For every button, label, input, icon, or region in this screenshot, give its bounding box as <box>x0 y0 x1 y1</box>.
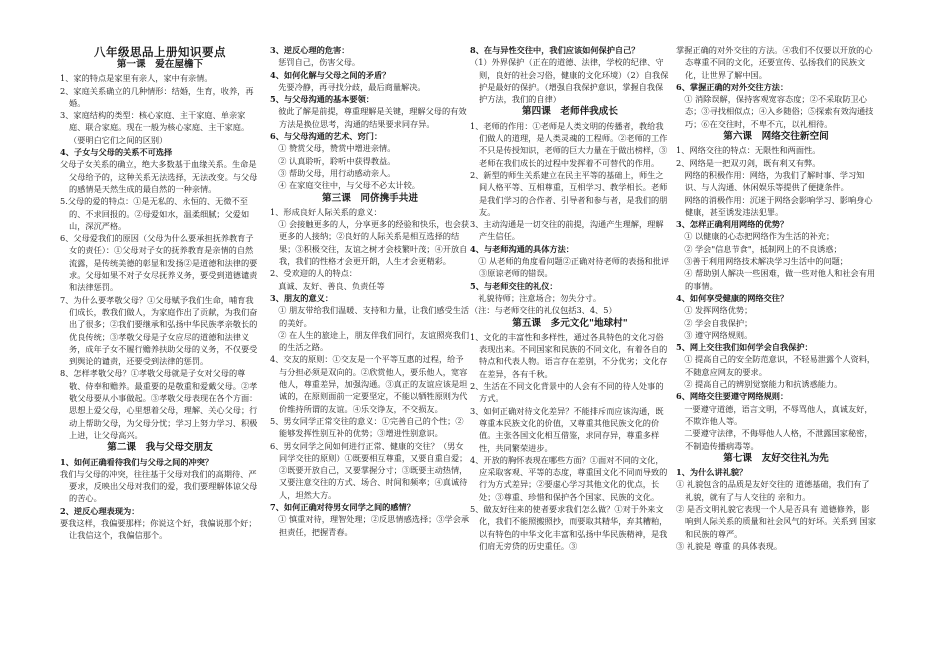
text-line: 掌握正确的对外交往的方法。④我们不仅要以开放的心态尊重不同的文化，还要宣传、弘扬我们的民族文化，让世界了解中国。 <box>676 45 873 80</box>
text-line: 父母子女关系的确立，绝大多数基于血缘关系。生命是父母给予的，这种关系无法选择，无法改变。与父母的感情是天然生成的最自然的一种亲情。 <box>60 159 258 194</box>
text-line: ① 从老师的角度看问题②正确对待老师的表扬和批评③原谅老师的错误。 <box>470 256 670 279</box>
text-line: 网络的积极作用：网络，为我们了解时事、学习知识、与人沟通、休闲娱乐等提供了便捷条件。 <box>676 169 865 193</box>
column-3 <box>470 44 670 552</box>
text-line: 惩罚自己，伤害父母。 <box>270 57 361 68</box>
text-line: 6、与父母沟通的艺术、窍门： <box>270 131 383 142</box>
text-line: 1、老师的作用：①老师是人类文明的传播者，教给我们做人的道理，是人类灵魂的工程师。②老师的工作不只是传授知识，老师的巨大力量在于做出榜样，③老师在我们成长的过程中发挥着不可替代的作用。 <box>470 120 668 168</box>
column-2 <box>270 44 470 538</box>
text-line: 1、形成良好人际关系的意义： <box>270 206 382 217</box>
text-line: ③ 遵守网络规则。 <box>676 329 753 340</box>
text-line: ③善于利用网络技术解决学习生活中的问题； <box>676 256 848 267</box>
text-line: ① 发挥网络优势； <box>676 305 753 316</box>
text-line: 2、新型的师生关系建立在民主平等的基础上，师生之间人格平等、互相尊重，互相学习、教学相长。老师是我们学习的合作者、引导者和参与者，是我们的朋友。 <box>470 169 668 217</box>
text-line: 8、在与异性交往中，我们应该如何保护自己？ <box>470 45 640 55</box>
text-line: 6、父母爱我们的原因（父母为什么要承担抚养教育子女的责任）：①父母对子女的抚养教育是亲情的自然流露，是传统美德的彰显和发扬②是道德和法律的要求。父母如果不对子女尽抚养义务，要受到道德谴责和法律惩罚。 <box>60 233 258 293</box>
text-line: ② 学会自我保护； <box>676 317 753 328</box>
column-4 <box>676 44 876 552</box>
text-line: ① 朋友带给我们温暖、支持和力量，让我们感受生活的美好。 <box>270 305 470 328</box>
document-title: 八年级思品上册知识要点 <box>94 45 226 59</box>
text-line: ① 赞赏父母，赞赏中增进亲情。 <box>270 143 396 154</box>
text-line: 4、与老师沟通的具体方法： <box>470 243 574 254</box>
text-line: 3、逆反心理的危害： <box>270 45 350 55</box>
chapter-heading: 第二课 我与父母交朋友 <box>107 442 213 454</box>
text-line: 彼此了解是前提，尊重理解是关键，理解父母的有效方法是换位思考，沟通的结果要求同存异。 <box>270 106 467 129</box>
text-line: 2、网络是一把双刃剑，既有利又有弊。 <box>676 157 821 168</box>
text-line: 5.父母的爱的特点：①是无私的、永恒的、无微不至的、不求回报的。②母爱如水，温柔细腻；父爱如山，深沉严格。 <box>60 196 250 231</box>
text-line: 3、如何正确对待文化差异？不能排斥而应该沟通，既尊重本民族文化的价值，又尊重其他民族文化的价值。主张各国文化相互借鉴，求同存异，尊重多样性，共同繁荣进步。 <box>470 405 664 453</box>
text-line: 1、为什么讲礼貌？ <box>676 467 748 478</box>
text-line: ③ 礼貌是 尊重 的具体表现。 <box>676 540 783 551</box>
text-line: ② 学会"信息节食"，抵制网上的不良诱惑； <box>676 243 842 254</box>
chapter-heading: 第四课 老师伴我成长 <box>522 106 618 118</box>
text-line: 一要遵守道德，语言文明，不辱骂他人，真诚友好，不欺诈他人等。 <box>676 403 873 426</box>
text-line: ① 会接触更多的人，分享更多的经验和快乐，也会获更多的人接纳；②良好的人际关系是相互选择的结果；③积极交往，友谊之树才会枝繁叶茂；④开放自我，我们的性格才会更开朗，人生才会更精彩。 <box>270 219 470 267</box>
text-line: 真诚、友好、善良、负责任等 <box>270 280 385 291</box>
text-line: 1、家的特点是家里有亲人，家中有亲情。 <box>60 73 213 84</box>
text-line: 6、掌握正确的对外交往方法： <box>676 81 789 92</box>
text-line: 先要冷静，再寻找分歧，最后商量解决。 <box>270 81 426 92</box>
text-line: 5、与老师交往的礼仪： <box>470 280 558 291</box>
text-line: 8、怎样孝敬父母？①孝敬父母就是子女对父母的尊敬、侍奉和赡养。最重要的是敬重和爱戴父母。②孝敬父母要从小事做起。③孝敬父母表现在各个方面：思想上爱父母，心里想着父母，理解、关心父母；行动上帮助父母，为父母分忧；学习上努力学习、积极上进，让父母高兴。 <box>60 368 258 440</box>
text-line: ③ 帮助父母，用行动感动亲人。 <box>270 167 396 178</box>
text-line: ④ 在家庭交往中，与父母不必太计较。 <box>270 180 420 191</box>
text-line: ① 以健康的心态把网络作为生活的补充； <box>676 231 835 242</box>
text-line: ② 在人生的旅途上，朋友伴我们同行，友谊照亮我们的生活之路。 <box>270 329 470 353</box>
text-line: 网络的消极作用：沉迷于网络会影响学习、影响身心健康，甚至诱发违法犯罪。 <box>676 194 873 217</box>
text-line: 6、男女同学之间如何进行正常、健康的交往？（男女同学交往的原则）①既要相互尊重，又要自重自爱；②既要开放自己，又要掌握分寸；③既要主动热情，又要注意交往的方式、场合、时间和频率；④真诚待人，坦然大方。 <box>270 440 468 500</box>
text-line: 2、生活在不同文化背景中的人会有不同的待人处事的方式。 <box>470 381 664 404</box>
text-line: 1、如何正确看待我们与父母之间的冲突？ <box>60 456 214 467</box>
text-line: 要我这样，我偏要那样；你说这个好，我偏说那个好；让我信这个，我偏信那个。 <box>60 517 257 541</box>
text-line: ① 礼貌包含的品质是友好交往的 道德基础，我们有了礼貌，就有了与人交往的 亲和力。 <box>676 479 870 502</box>
text-line: 2、家庭关系确立的几种情形：结婚，生育，收养，再婚。 <box>60 85 254 108</box>
text-line: 3、家庭结构的类型：核心家庭、主干家庭、单亲家庭、联合家庭。现在一般为核心家庭、主干家庭。（要明白它们之间的区别） <box>60 110 250 145</box>
text-line: 3、朋友的意义： <box>270 292 334 303</box>
chapter-heading: 第五课 多元文化"地球村" <box>512 317 628 329</box>
text-line: 2、逆反心理表现为： <box>60 505 140 516</box>
text-line: 5、做友好往来的使者要求我们怎么做？①对于外来文化，我们不能照搬照抄，而要取其精华，弃其糟粕，以有特色的中华文化丰富和弘扬中华民族精神，是我们肩无旁贷的历史重任。③ <box>470 503 668 551</box>
text-line: 礼貌待师；注意场合；勿失分寸。 <box>470 292 602 303</box>
text-line: 1、文化的丰富性和多样性，通过各具特色的文化习俗表现出来。不同国家和民族的不同文化，有着各自的特点和代表人物。语言存在差别，不分优劣；文化存在差异，各有千秋。 <box>470 331 668 379</box>
text-line: 3、怎样正确利用网络的优势？ <box>676 219 789 230</box>
text-line: 4、开放的胸怀表现在哪些方面？①面对不同的文化，应采取客观、平等的态度，尊重国文化不同而导致的行为方式差异；②要虚心学习其他文化的优点，长处；③尊重、珍惜和保护各个国家、民族的文化。 <box>470 454 668 502</box>
text-line: ② 认真聆听，聆听中获得教益。 <box>270 155 396 166</box>
text-line: ④ 帮助别人解决一些困难，做一些对他人和社会有用的事情。 <box>676 268 876 291</box>
column-1 <box>60 58 260 542</box>
chapter-heading: 第七课 友好交往礼为先 <box>723 452 829 464</box>
text-line: 2、受欢迎的人的特点： <box>270 268 358 279</box>
text-line: 我们与父母的冲突，往往基于父母对我们的高期待、严要求，反映出父母对我们的爱，我们要理解体谅父母的苦心。 <box>60 468 258 504</box>
chapter-heading: 第一课 爱在屋檐下 <box>116 59 204 70</box>
text-line: 1、网络交往的特点：无限性和两面性。 <box>676 145 821 156</box>
chapter-heading: 第三课 同侪携手共进 <box>322 192 418 204</box>
text-line: ② 提高自己的辨别觉察能力和抗诱惑能力。 <box>676 379 843 390</box>
text-line: ① 慎重对待，理智处理；②反思情感选择；③学会承担责任，把握青春。 <box>270 514 470 537</box>
text-line: ② 是否文明礼貌它表现一个人是否具有 道德修养，影响到人际关系的质量和社会风气的好坏。关系到 国家和民族的尊严。 <box>676 503 876 539</box>
text-line: 二要遵守法律，不侮辱他人人格，不泄露国家秘密，不制造传播病毒等。 <box>676 428 873 451</box>
text-line: 4、如何享受健康的网络交往？ <box>676 292 789 303</box>
text-line: 4、如何化解与父母之间的矛盾？ <box>270 69 391 80</box>
text-line: 7、为什么要孝敬父母？①父母赋予我们生命，哺育我们成长，教我们做人，为家庭作出了贡献，为我们奋出了很多；②我们要继承和弘扬中华民族孝亲敬长的优良传统；③孝敬父母是子女应尽的道德和法律义务，成年子女不履行赡养扶助父母的义务，不仅要受到舆论的谴责，还要受到法律的惩罚。 <box>60 294 258 367</box>
text-line: 7、如何正确对待男女同学之间的感情？ <box>270 501 415 512</box>
text-line: （1）外界保护（正在的道德、法律，学校的纪律、守则，良好的社会习俗，健康的文化环境）（2）自我保护是最好的保护。（增强自我保护意识，掌握自我保护方法，我们的自律） <box>470 57 669 105</box>
text-line: 4、交友的原则：①交友是一个平等互惠的过程，给予与分担必须是双向的。②欣赏他人，要乐他人，宽容他人，尊重差异，加强沟通。③真正的友谊应该是坦诚的，在原则面前一定要坚定，不能以牺牲原则为代价维持所谓的友谊。④乐交诤友，不交损友。 <box>270 354 468 414</box>
text-line: 5、与父母沟通的基本要领： <box>270 94 374 105</box>
text-line: 5、网上交往我们如何学会自我保护： <box>676 342 813 353</box>
text-line: 5、男女同学正常交往的意义：①完善自己的个性；②能够发挥性别互补的优势；③增进性别意识。 <box>270 415 464 439</box>
text-line: 3、主动沟通是一切交往的前提，沟通产生理解，理解产生信任。 <box>470 219 664 242</box>
text-line: 6、网络交往要遵守网络规则： <box>676 391 789 402</box>
text-line: 4、子女与父母的关系不可选择 <box>60 147 173 158</box>
text-line: （注：与老师交往的礼仪包括3、4、5） <box>470 305 617 316</box>
text-line: ① 消除误解，保持客观宽容态度；②不采取防卫心态；③寻找相似点；④入乡随俗；⑤探索有效沟通技巧；⑥在交往时，不卑不亢，以礼相待。 <box>676 94 874 129</box>
chapter-heading: 第六课 网络交往新空间 <box>723 131 829 143</box>
text-line: ① 提高自己的安全防范意识，不轻易泄露个人资料，不随意应网友的要求。 <box>676 354 876 377</box>
